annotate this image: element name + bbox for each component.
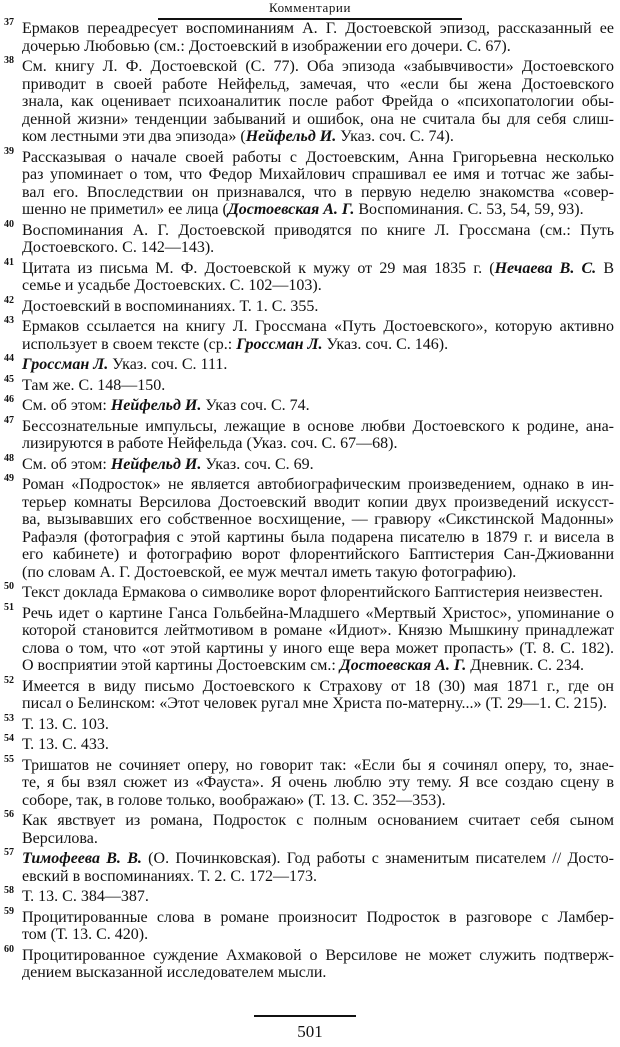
- note-text: семье и усадьбе Достоевских. С. 102—103).: [22, 277, 322, 294]
- endnote-line: [22, 757, 614, 775]
- endnote-line: [22, 947, 614, 965]
- endnote-line: [22, 58, 614, 76]
- endnote-54: [0, 733, 620, 754]
- cited-author: Тимофеева В. В.: [22, 850, 142, 867]
- endnote-line: [22, 830, 614, 848]
- note-text: Имеется в виду письмо Достоевского к Страхову от 18 (30) мая 1871 г., где он: [22, 677, 614, 695]
- endnote-line: [22, 93, 614, 111]
- endnote-40: [0, 218, 620, 257]
- endnote-number: 42: [4, 294, 14, 306]
- endnote-number: 50: [4, 581, 14, 592]
- cited-author: Нейфельд И.: [110, 397, 202, 414]
- note-text: писал о Белинском: «Этот человек ругал мне Христа по-матерну...» (Т. 29—1. С. 215).: [22, 695, 607, 712]
- endnote-line: [22, 38, 614, 56]
- note-text: Указ. соч. С. 111.: [108, 356, 228, 373]
- note-text: Текст доклада Ермакова о символике ворот флорентийского Баптистерия неизвестен.: [22, 584, 603, 601]
- note-text: Роман «Подросток» не является автобиографическим произведением, однако в ин-: [22, 476, 614, 493]
- endnote-57: [0, 847, 620, 885]
- note-text: См. об этом:: [22, 397, 111, 414]
- endnote-line: [22, 397, 614, 415]
- endnote-39: [0, 145, 620, 219]
- endnote-number: 47: [4, 414, 14, 426]
- note-text: Речь идет о картине Ганса Гольбейна-Младшего «Мертвый Христос», упоминание о: [22, 604, 614, 622]
- note-text: вал его. Впоследствии он признавался, что в первую неделю знакомства «совер-: [22, 183, 614, 201]
- endnote-line: [22, 850, 614, 868]
- endnote-line: [22, 76, 614, 94]
- note-text: Как явствует из романа, Подросток с полным основанием считает себя сыном: [22, 812, 614, 829]
- note-text: Достоевский в воспоминаниях. Т. 1. С. 355.: [22, 297, 319, 315]
- note-text: См. книгу Л. Ф. Достоевской (С. 77). Оба эпизода «забывчивости» Достоевского: [22, 58, 614, 75]
- endnote-line: [22, 909, 614, 927]
- note-text: Дневник. С. 234.: [466, 657, 584, 674]
- endnote-42: [0, 294, 620, 316]
- cited-author: Нейфельд И.: [245, 128, 337, 145]
- endnote-line: [22, 622, 614, 640]
- endnote-line: [22, 239, 614, 257]
- endnote-number: 45: [4, 373, 14, 385]
- endnote-line: [22, 657, 614, 675]
- endnote-number: 59: [4, 905, 14, 917]
- endnote-line: [22, 605, 614, 623]
- endnote-line: [22, 494, 614, 512]
- endnote-number: 41: [4, 256, 14, 268]
- endnote-56: [0, 809, 620, 847]
- cited-author: Достоевская А. Г.: [227, 201, 355, 218]
- endnote-line: [22, 456, 614, 474]
- note-text: лизируются в работе Нейфельда (Указ. соч. С. 67—68).: [22, 435, 398, 452]
- note-text: Там же. С. 148—150.: [22, 376, 166, 394]
- endnote-line: [22, 166, 614, 184]
- endnote-43: [0, 315, 620, 353]
- note-text: евский в воспоминаниях. Т. 2. С. 172—173.: [22, 867, 317, 885]
- endnote-line: [22, 511, 614, 529]
- note-text: Рафаэля (фотография с этой картины была подарена писателю в 1879 г. и висела в: [22, 528, 614, 546]
- endnote-number: 48: [4, 452, 14, 464]
- endnote-55: [0, 753, 620, 810]
- endnote-line: [22, 964, 614, 982]
- note-text: дением высказанной исследователем мысли.: [22, 964, 327, 981]
- endnote-number: 38: [4, 55, 14, 66]
- note-text: том (Т. 13. С. 420).: [22, 926, 149, 943]
- endnote-51: [0, 601, 620, 675]
- note-text: Версилова.: [22, 829, 98, 847]
- endnote-line: [22, 184, 614, 202]
- endnote-number: 51: [4, 601, 14, 613]
- endnote-line: [22, 792, 614, 810]
- endnote-line: [22, 564, 614, 582]
- endnote-line: [22, 812, 614, 830]
- note-text: его кабинете) и фотографию ворот флорентийского Баптистерия Сан-Джиованни: [22, 546, 614, 563]
- endnote-59: [0, 905, 620, 944]
- endnote-line: [22, 546, 614, 564]
- endnote-line: [22, 149, 614, 167]
- endnote-37: [0, 17, 620, 55]
- note-text: В: [596, 259, 615, 277]
- note-text: Рассказывая о начале своей работы с Достоевским, Анна Григорьевна несколько: [22, 148, 614, 166]
- cited-author: Гроссман Л.: [236, 335, 323, 353]
- note-text: (по словам А. Г. Достоевской, ее муж мечтал иметь такую фотографию).: [22, 563, 517, 581]
- endnote-number: 39: [4, 145, 14, 157]
- note-text: шенно не приметил» ее лица (: [22, 201, 228, 218]
- endnote-line: [22, 356, 614, 374]
- endnote-number: 58: [4, 885, 14, 896]
- note-text: Цитата из письма М. Ф. Достоевской к мужу от 29 мая 1835 г. (: [22, 259, 495, 277]
- endnote-50: [0, 581, 620, 602]
- endnote-line: [22, 888, 614, 906]
- cited-author: Нейфельд И.: [110, 455, 202, 473]
- endnote-52: [0, 674, 620, 713]
- note-text: Указ. соч. С. 69.: [201, 455, 314, 473]
- note-text: Ермаков переадресует воспоминаниям А. Г. Достоевской эпизод, рассказанный ее: [22, 20, 614, 37]
- note-text: соборе, так, в голове только, воображаю» (Т. 13. С. 352—353).: [22, 791, 446, 809]
- note-text: О восприятии этой картины Достоевским см.:: [22, 657, 340, 674]
- endnote-48: [0, 452, 620, 474]
- endnote-number: 43: [4, 315, 14, 326]
- endnote-number: 46: [4, 394, 14, 405]
- note-text: Указ соч. С. 74.: [201, 397, 310, 414]
- endnote-line: [22, 201, 614, 219]
- note-text: Ермаков ссылается на книгу Л. Гроссмана «Путь Достоевского», которую активно: [22, 318, 614, 335]
- note-text: Воспоминания. С. 53, 54, 59, 93).: [354, 201, 584, 218]
- endnote-line: [22, 678, 614, 696]
- note-text: ком лестными эти два эпизода» (: [22, 128, 246, 145]
- page-number: 501: [297, 1022, 323, 1041]
- endnote-number: 49: [4, 473, 14, 484]
- endnote-58: [0, 885, 620, 906]
- endnote-47: [0, 414, 620, 453]
- endnote-line: [22, 640, 614, 658]
- cited-author: Достоевская А. Г.: [339, 657, 467, 674]
- endnote-line: [22, 336, 614, 354]
- note-text: раз упоминает о том, что Федор Михайлович спрашивал ее имя и тотчас же забы-: [22, 166, 614, 183]
- note-text: Тришатов не сочиняет оперу, но говорит так: «Если бы я сочинял оперу, то, знае-: [22, 756, 614, 774]
- endnote-number: 52: [4, 674, 14, 686]
- note-text: Указ. соч. С. 74).: [336, 128, 454, 145]
- endnote-line: [22, 695, 614, 713]
- note-text: те, я бы взял сюжет из «Фауста». Я очень люблю эту тему. Я все создаю сцену в: [22, 774, 614, 791]
- endnote-line: [22, 435, 614, 453]
- endnote-line: [22, 716, 614, 734]
- endnote-line: [22, 418, 614, 436]
- note-text: дочерью Любовью (см.: Достоевский в изображении его дочери. С. 67).: [22, 37, 511, 55]
- endnote-line: [22, 318, 614, 336]
- note-text: Достоевского. С. 142—143).: [22, 239, 215, 256]
- endnote-number: 37: [4, 17, 14, 28]
- endnote-line: [22, 222, 614, 240]
- note-text: См. об этом:: [22, 455, 111, 473]
- endnote-44: [0, 353, 620, 374]
- note-text: использует в своем тексте (ср.:: [22, 335, 237, 353]
- note-text: знала, как оценивает психоаналитик после работ Фрейда о «психопатологии обы-: [22, 93, 614, 110]
- running-header: Комментарии: [268, 0, 352, 15]
- note-text: ва, вызывавших его собственное восхищение, — гравюру «Сикстинской Мадонны»: [22, 511, 614, 528]
- note-text: слова о том, что «от этой картины у иного еще вера может пропасть» (Т. 8. С. 182).: [22, 639, 614, 657]
- endnote-line: [22, 529, 614, 547]
- endnote-number: 54: [4, 733, 14, 744]
- endnote-60: [0, 943, 620, 982]
- note-text: Воспоминания А. Г. Достоевской приводятся по книге Л. Гроссмана (см.: Путь: [22, 221, 614, 239]
- endnote-line: [22, 476, 614, 494]
- endnote-number: 55: [4, 753, 14, 765]
- endnote-49: [0, 473, 620, 581]
- endnote-line: [22, 277, 614, 295]
- endnote-41: [0, 256, 620, 295]
- endnote-line: [22, 868, 614, 886]
- endnote-number: 56: [4, 809, 14, 820]
- endnote-number: 44: [4, 353, 14, 364]
- note-text: Т. 13. С. 103.: [22, 715, 109, 733]
- note-text: терьер комнаты Версилова Достоевский вводит копии двух произведений искусст-: [22, 493, 614, 511]
- note-text: приводит в своей работе Нейфельд, замечая, что «если бы жена Достоевского: [22, 75, 614, 93]
- footer-rule: [254, 1015, 356, 1017]
- endnote-number: 40: [4, 218, 14, 230]
- note-text: Т. 13. С. 384—387.: [22, 888, 149, 905]
- note-text: Процитированное суждение Ахмаковой о Версилове не может служить подтверж-: [22, 946, 614, 964]
- endnote-53: [0, 712, 620, 734]
- note-text: Процитированные слова в романе произносит Подросток в разговоре с Ламбер-: [22, 908, 614, 926]
- note-text: денной жизни» тенденции забываний и ошибок, она не считала бы для себя слиш-: [22, 110, 614, 128]
- endnote-line: [22, 926, 614, 944]
- cited-author: Гроссман Л.: [22, 356, 109, 373]
- endnote-line: [22, 298, 614, 316]
- endnote-line: [22, 736, 614, 754]
- note-text: Бессознательные импульсы, лежащие в основе любви Достоевского к родине, ана-: [22, 417, 614, 435]
- endnote-line: [22, 377, 614, 395]
- endnote-line: [22, 128, 614, 146]
- endnote-number: 57: [4, 847, 14, 858]
- note-text: Указ. соч. С. 146).: [322, 335, 449, 353]
- endnote-45: [0, 373, 620, 395]
- endnote-38: [0, 55, 620, 146]
- endnote-46: [0, 394, 620, 415]
- endnote-line: [22, 20, 614, 38]
- endnote-line: [22, 774, 614, 792]
- endnote-line: [22, 584, 614, 602]
- cited-author: Нечаева В. С.: [494, 259, 597, 277]
- note-text: (О. Починковская). Год работы с знаменитым писателем // Досто-: [141, 850, 615, 867]
- endnote-line: [22, 111, 614, 129]
- endnote-number: 53: [4, 712, 14, 724]
- endnote-line: [22, 260, 614, 278]
- note-text: которой становится лейтмотивом в романе «Идиот». Князю Мышкину принадлежат: [22, 622, 614, 639]
- note-text: Т. 13. С. 433.: [22, 736, 109, 753]
- endnote-number: 60: [4, 943, 14, 955]
- endnotes-list: [0, 17, 620, 985]
